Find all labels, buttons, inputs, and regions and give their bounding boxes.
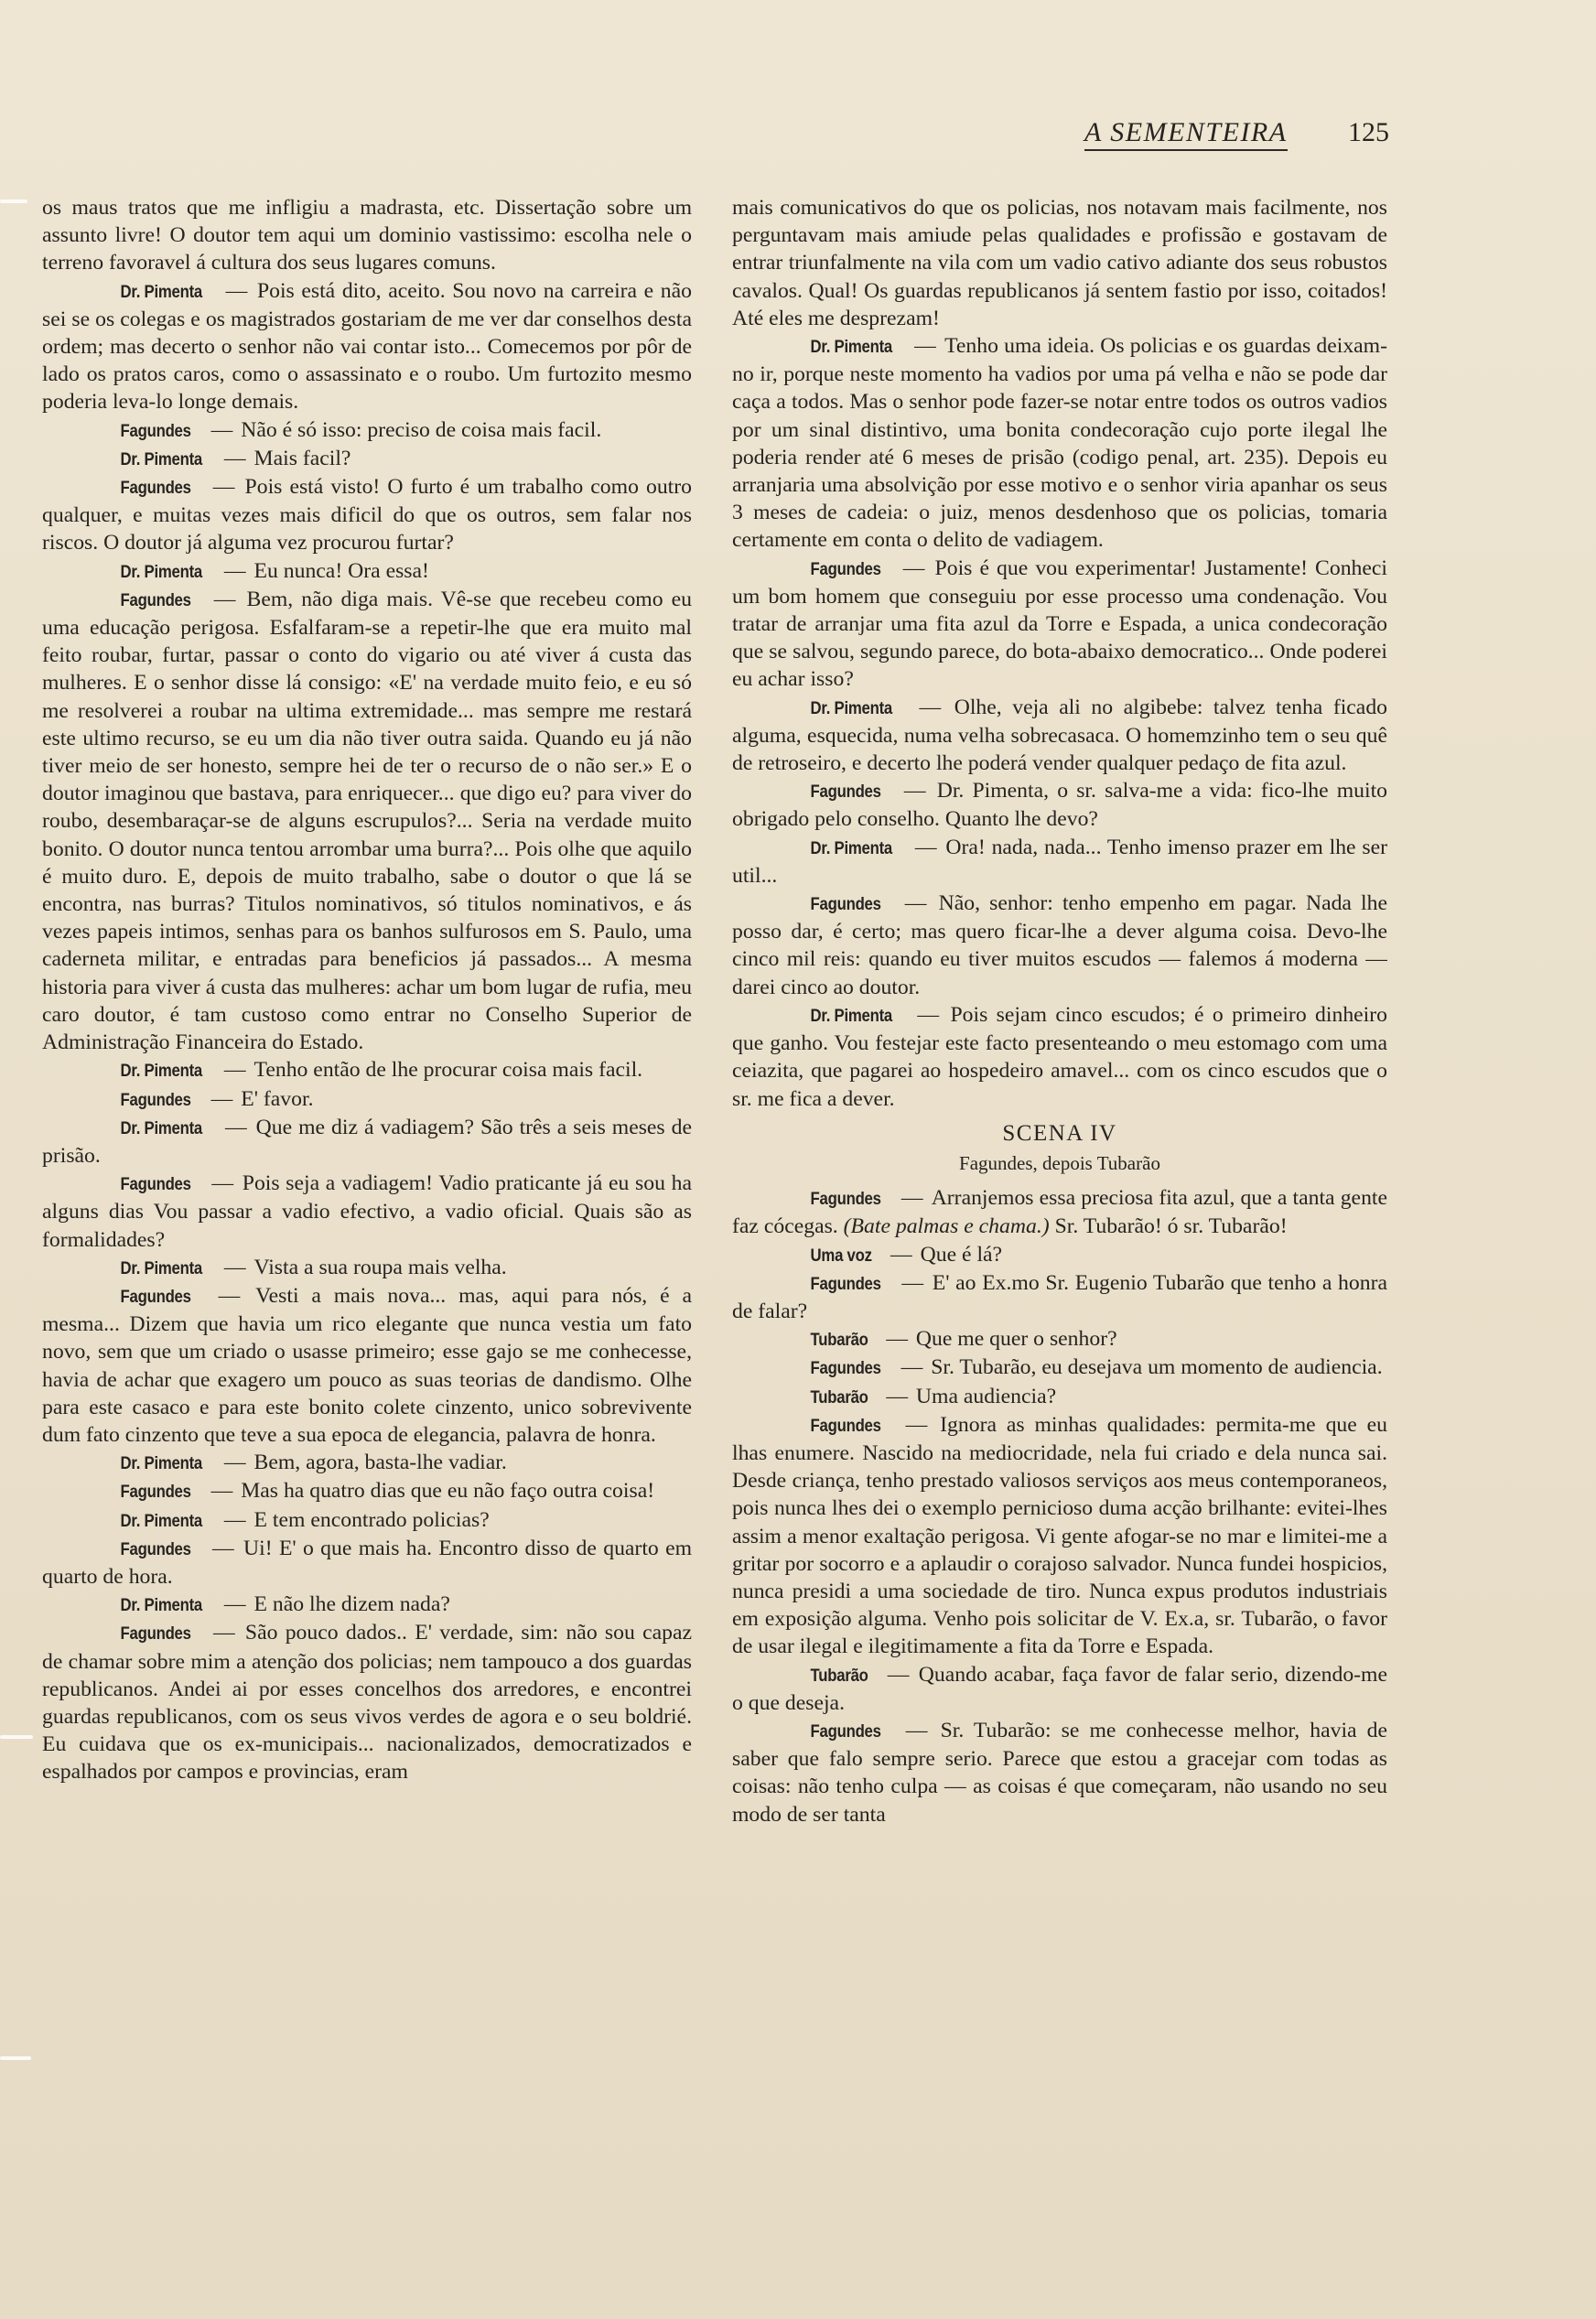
scene-characters: Fagundes, depois Tubarão — [959, 1151, 1160, 1174]
dash: — — [885, 1242, 918, 1267]
speaker-name: Dr. Pimenta — [120, 1257, 202, 1278]
line-text: Eu nunca! Ora essa! — [253, 558, 429, 583]
line-text: Pois é que vou experimentar! Justamente! Conheci um bom homem que conseguiu por esse processo uma condenação. Vou tratar de arranjar uma fita azul da Torre e Espada, a unica condecoração que se salvou, segundo parece, do bota-abaixo democratico... Onde poderei eu achar isso? — [732, 555, 1387, 692]
line-text: E' ao Ex.mo Sr. Eugenio Tubarão que tenho a honra de falar? — [732, 1270, 1387, 1323]
dialogue-line — [732, 1411, 1387, 1661]
dialogue-line — [42, 1282, 692, 1449]
speaker-name: Dr. Pimenta — [810, 697, 892, 718]
dialogue-line — [42, 445, 692, 473]
line-text: Uma audiencia? — [915, 1384, 1057, 1408]
line-text: Bem, não diga mais. Vê-se que recebeu como eu uma educação perigosa. Esfalfaram-se a repetir-lhe que era muito mal feito roubar, furtar, passar o conto do vigario ou até viver á custa das mulheres. E o senhor disse lá consigo: «E' na verdade muito feio, e eu só me resolverei a roubar na ultima extremidade... mas sempre me restará este ultimo recurso, se eu um dia não tiver outra saida. Quando eu já não tiver meio de ser honesto, sempre hei de ter o recurso de o não ser.» E o doutor imaginou que bastava, para enriquecer... que digo eu? para viver do roubo, desembaraçar-se de alguns escrupulos?... Seria na verdade muito bonito. O doutor nunca tentou arrombar uma burra?... Pois olhe que aquilo é muito duro. E, depois de muito trabalho, sabe o doutor o que lá se encontra, nas burras? Titulos nominativos, só titulos nominativos, e ás vezes papeis intimos, senhas para os banhos sulfurosos em S. Paulo, uma caderneta militar, e entradas para beneficios já passados... A mesma historia para viver á custa das mulheres: achar um bom lugar de rufia, meu caro doutor, é tam custoso como entrar no Conselho Superior de Administração Financeira do Estado. — [42, 587, 692, 1055]
speaker-name: Fagundes — [810, 1415, 881, 1436]
right-column — [732, 194, 1387, 2271]
line-text: Bem, agora, basta-lhe vadiar. — [253, 1451, 507, 1475]
continued-text — [732, 194, 1387, 332]
dash: — — [909, 1002, 948, 1027]
speaker-name: Dr. Pimenta — [120, 281, 202, 302]
left-column — [42, 194, 692, 2271]
speaker-name: Dr. Pimenta — [810, 337, 892, 358]
line-text: Dr. Pimenta, o sr. salva-me a vida: fico-lhe muito obrigado pelo conselho. Quanto lhe devo? — [732, 779, 1387, 832]
dialogue-line — [42, 1591, 692, 1619]
line-text: Arranjemos essa preciosa fita azul, que a tanta gente faz cócegas. — [732, 1186, 1387, 1239]
speaker-name: Fagundes — [120, 1623, 191, 1645]
dialogue-line — [732, 1184, 1387, 1240]
dialogue-line — [732, 1383, 1387, 1411]
dash: — — [895, 1270, 930, 1295]
line-text: Não, senhor: tenho empenho em pagar. Nada lhe posso dar, é certo; mas quero ficar-lhe a dever alguma coisa. Devo-lhe cinco mil reis: quando eu tiver muitos escudos — falemos á moderna — darei cinco ao doutor. — [732, 891, 1387, 999]
speaker-name: Fagundes — [810, 558, 881, 579]
dialogue-line — [42, 557, 692, 586]
speaker-name: Fagundes — [120, 1174, 191, 1195]
speaker-name: Fagundes — [810, 1358, 881, 1379]
dialogue-line — [42, 1619, 692, 1785]
dash: — — [880, 1327, 913, 1352]
speaker-name: Fagundes — [120, 1286, 191, 1307]
speaker-name: Fagundes — [810, 1273, 881, 1294]
dialogue-line — [42, 586, 692, 1056]
dialogue-line — [42, 1170, 692, 1254]
speaker-name: Fagundes — [120, 1089, 191, 1110]
dash: — — [895, 1718, 938, 1742]
dash: — — [895, 891, 936, 916]
line-text: Sr. Tubarão! ó sr. Tubarão! — [1054, 1214, 1288, 1239]
dash: — — [880, 1662, 916, 1687]
dialogue-line — [732, 777, 1387, 833]
page-header — [1052, 112, 1389, 157]
dialogue-line — [732, 1269, 1387, 1325]
dialogue-line — [732, 332, 1387, 555]
line-text: Pois sejam cinco escudos; é o primeiro dinheiro que ganho. Vou festejar este facto presenteando o meu estomago com uma ceiazita, que pagarei ao hospedeiro amavel... com os cinco escudos que o sr. me fica a dever. — [732, 1002, 1387, 1111]
line-text: Sr. Tubarão, eu desejava um momento de audiencia. — [931, 1355, 1383, 1380]
dialogue-line — [732, 890, 1387, 1001]
dash: — — [895, 555, 933, 580]
dialogue-line — [42, 416, 692, 445]
dialogue-line — [42, 277, 692, 416]
line-text: Tenho então de lhe procurar coisa mais facil. — [253, 1058, 643, 1083]
line-text: Não é só isso: preciso de coisa mais facil. — [241, 417, 602, 442]
dash: — — [219, 1058, 252, 1083]
speaker-name: Uma voz — [810, 1245, 872, 1266]
speaker-name: Dr. Pimenta — [120, 448, 202, 469]
line-text: Que é lá? — [920, 1242, 1003, 1267]
line-text: Ui! E' o que mais ha. Encontro disso de quarto em quarto de hora. — [42, 1536, 692, 1589]
dash: — — [205, 1536, 242, 1560]
line-text: Pois está dito, aceito. Sou novo na carreira e não sei se os colegas e os magistrados gostariam de me ver dar conselhos desta ordem; mas decerto o senhor não vai contar isto... Comecemos por pôr de lado os pratos caros, como o assassinato e o roubo. Um furtozito mesmo poderia leva-lo longe demais. — [42, 278, 692, 415]
continued-text — [42, 194, 692, 277]
dash: — — [205, 1621, 243, 1645]
line-text: Que me diz á vadiagem? São três a seis meses de prisão. — [42, 1115, 692, 1168]
speaker-name: Dr. Pimenta — [120, 1453, 202, 1474]
dash: — — [205, 1479, 239, 1504]
dash: — — [205, 417, 239, 442]
speaker-name: Dr. Pimenta — [810, 837, 892, 858]
line-text: E não lhe dizem nada? — [253, 1592, 450, 1617]
paper-tear — [0, 1735, 33, 1739]
dialogue-line — [732, 1001, 1387, 1113]
line-text: E' favor. — [241, 1086, 314, 1111]
dash: — — [909, 695, 952, 719]
dialogue-line — [732, 555, 1387, 694]
dash: — — [895, 1355, 929, 1380]
speaker-name: Fagundes — [120, 420, 191, 441]
line-text: E tem encontrado policias? — [253, 1507, 490, 1532]
line-text: os maus tratos que me infligiu a madrasta, etc. Dissertação sobre um assunto livre! O doutor tem aqui um dominio vastissimo: escolha nele o terreno favoravel á cultura dos seus lugares comuns. — [42, 196, 692, 275]
speaker-name: Dr. Pimenta — [810, 1005, 892, 1026]
dash: — — [219, 558, 252, 583]
dialogue-line — [42, 1535, 692, 1591]
running-title: A SEMENTEIRA — [1084, 117, 1288, 151]
dialogue-line — [42, 1449, 692, 1477]
paper-tear — [0, 2056, 31, 2060]
dialogue-line — [42, 473, 692, 557]
line-text: Mais facil? — [253, 446, 351, 470]
speaker-name: Dr. Pimenta — [120, 1117, 202, 1138]
speaker-name: Fagundes — [810, 1720, 881, 1742]
dash: — — [895, 1186, 929, 1211]
speaker-name: Tubarão — [810, 1330, 868, 1351]
speaker-name: Dr. Pimenta — [120, 1061, 202, 1082]
line-text: São pouco dados.. E' verdade, sim: não sou capaz de chamar sobre mim a atenção dos policias; nem tampouco a dos guardas republicanos. Andei ai por esses concelhos dos arredores, e encontrei guardas republicanos, com os seus vivos verdes de agora e o seu boldrié. Eu cuidava que os ex-municipais... nacionalizados, democratizados e espalhados por campos e provincias, eram — [42, 1621, 692, 1785]
dialogue-line — [732, 1354, 1387, 1382]
dash: — — [219, 1507, 252, 1532]
line-text: Sr. Tubarão: se me conhecesse melhor, havia de saber que falo sempre serio. Parece que estou a gracejar com todas as coisas: não tenho culpa — as coisas é que começaram, não usando no seu modo de ser tanta — [732, 1718, 1387, 1827]
dash: — — [880, 1384, 913, 1408]
dialogue-line — [42, 1477, 692, 1505]
line-text: Quando acabar, faça favor de falar serio, dizendo-me o que deseja. — [732, 1662, 1387, 1715]
line-text: Olhe, veja ali no algibebe: talvez tenha ficado alguma, esquecida, numa velha sobrecasaca. O homemzinho tem o seu quê de retroseiro, e decerto lhe poderá vender qualquer pedaço de fita azul. — [732, 695, 1387, 776]
dash: — — [219, 446, 252, 470]
dialogue-line — [42, 1254, 692, 1282]
dash: — — [219, 278, 254, 303]
dialogue-line — [732, 834, 1387, 890]
speaker-name: Fagundes — [120, 1538, 191, 1559]
dash: — — [205, 1171, 240, 1196]
dialogue-line — [732, 1717, 1387, 1828]
dialogue-line — [42, 1085, 692, 1114]
stage-direction: (Bate palmas e chama.) — [843, 1214, 1050, 1239]
line-text: Vista a sua roupa mais velha. — [253, 1255, 507, 1279]
speaker-name: Fagundes — [810, 1189, 881, 1210]
speaker-name: Fagundes — [120, 589, 191, 610]
line-text: Tenho uma ideia. Os policias e os guardas deixam-no ir, porque neste momento ha vadios por uma pá velha e não se pode dar caça a todos. Mas o senhor pode fazer-se notar entre todos os outros vadios por um sinal distintivo, uma bonita condecoração cujo porte ilegal lhe poderia render até 6 meses de prisão (codigo penal, art. 235). Depois eu arranjaria uma absolvição por esse motivo e o senhor viria apanhar os seus 3 meses de cadeia: o juiz, menos desdenhoso que os policias, tomaria certamente em conta o delito de vadiagem. — [732, 334, 1387, 553]
dash: — — [219, 1255, 252, 1279]
speaker-name: Fagundes — [120, 1482, 191, 1503]
dialogue-line — [42, 1506, 692, 1535]
speaker-name: Dr. Pimenta — [120, 1595, 202, 1616]
line-text: Pois está visto! O furto é um trabalho como outro qualquer, e muitas vezes mais dificil do que os outros, sem falar nos riscos. O doutor já alguma vez procurou furtar? — [42, 475, 692, 555]
dash: — — [205, 1283, 253, 1308]
page-number: 125 — [1348, 117, 1389, 147]
line-text: Vesti a mais nova... mas, aqui para nós, é a mesma... Dizem que havia um rico elegante que nunca vestia um fato novo, sem que um criado o usasse primeiro; esse gajo se me conhecesse, havia de achar que exagero um pouco as suas teorias de dandismo. Olhe para este casaco e para este bonito colete cinzento, unico sobrevivente dum fato cinzento que teve a sua epoca de elegancia, palavra de honra. — [42, 1283, 692, 1447]
line-text: Pois seja a vadiagem! Vadio praticante já eu sou ha alguns dias Vou passar a vadio efectivo, a vadio oficial. Quais são as formalidades? — [42, 1171, 692, 1252]
scene-title: SCENA IV — [1002, 1120, 1117, 1146]
dash: — — [219, 1451, 252, 1475]
dialogue-line — [732, 1661, 1387, 1717]
dash: — — [205, 587, 244, 611]
dialogue-line — [732, 1241, 1387, 1269]
line-text: Mas ha quatro dias que eu não faço outra coisa! — [241, 1479, 655, 1504]
dialogue-line — [42, 1114, 692, 1170]
dash: — — [205, 475, 243, 500]
dash: — — [219, 1115, 253, 1139]
dash: — — [219, 1592, 252, 1617]
line-text: mais comunicativos do que os policias, nos notavam mais facilmente, nos perguntavam mais amiude pelas qualidades e profissão e gostavam de entrar triunfalmente na vila com um vadio cativo adiante dos seus robustos cavalos. Qual! Os guardas republicanos já sentem fastio por isso, coitados! Até eles me desprezam! — [732, 196, 1387, 330]
line-text: Ignora as minhas qualidades: permita-me que eu lhas enumere. Nascido na mediocridade, nela fui criado e dela nunca sai. Desde criança, tenho prestado valiosos serviços aos meus contemporaneos, pois nunca lhes dei o exemplo pernicioso duma acção brilhante: evitei-lhes assim a menor exaltação perigosa. Vi gente afogar-se no mar e limitei-me a gritar por socorro e a aplaudir o corajoso salvador. Nunca fundei hospicios, nunca presidi a uma sociedade de tiro. Nunca expus produtos industriais em exposição alguma. Venho pois solicitar de V. Ex.a, sr. Tubarão, o favor de usar ilegal e ilegitimamente a fita da Torre e Espada. — [732, 1412, 1387, 1659]
speaker-name: Tubarão — [810, 1665, 868, 1686]
dialogue-line — [732, 694, 1387, 778]
line-text: Que me quer o senhor? — [915, 1327, 1117, 1352]
dash: — — [909, 334, 943, 359]
speaker-name: Dr. Pimenta — [120, 561, 202, 582]
line-text: Ora! nada, nada... Tenho imenso prazer em lhe ser util... — [732, 835, 1387, 888]
dash: — — [909, 835, 944, 859]
dash: — — [895, 1412, 938, 1437]
speaker-name: Fagundes — [810, 894, 881, 915]
speaker-name: Dr. Pimenta — [120, 1510, 202, 1531]
paper-tear — [0, 200, 27, 203]
dialogue-line — [42, 1056, 692, 1084]
dialogue-line — [732, 1325, 1387, 1354]
dash: — — [895, 779, 934, 804]
speaker-name: Tubarão — [810, 1386, 868, 1408]
speaker-name: Fagundes — [810, 782, 881, 803]
dash: — — [205, 1086, 239, 1111]
speaker-name: Fagundes — [120, 478, 191, 499]
